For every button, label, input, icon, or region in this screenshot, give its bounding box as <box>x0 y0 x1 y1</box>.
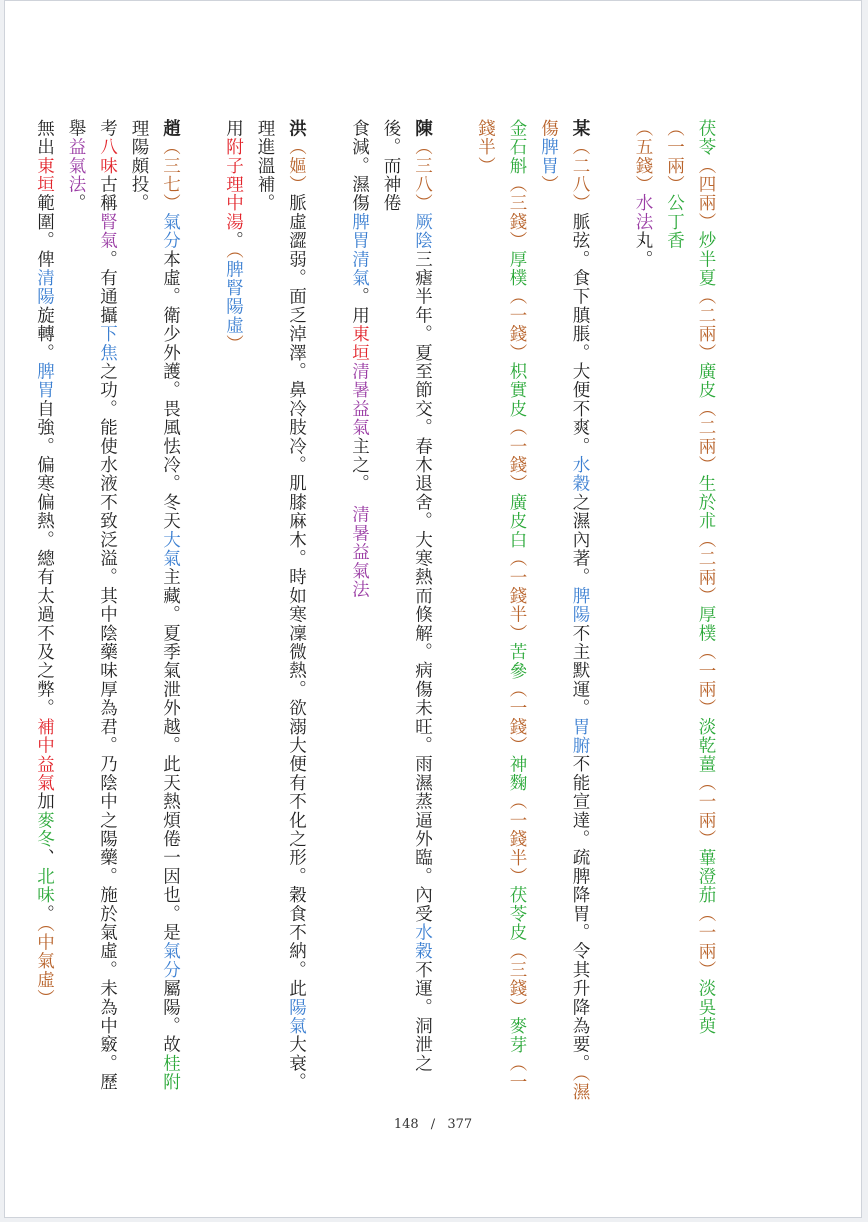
text-segment: 屬陽。故 <box>160 979 181 1055</box>
text-segment: 八味 <box>97 137 118 176</box>
text-column <box>343 119 375 1104</box>
text-segment: 下焦 <box>97 324 118 363</box>
text-column <box>658 119 721 1104</box>
text-segment: 脾陽 <box>570 586 590 624</box>
text-segment: 主藏。夏季氣泄外越。此天熱煩倦一因也。是 <box>160 567 181 942</box>
text-segment: 加 <box>34 792 55 811</box>
text-segment: 麥冬 <box>34 810 55 849</box>
text-segment: 胃腑 <box>570 717 590 755</box>
text-segment: （一兩） <box>696 773 716 849</box>
text-segment: 淡吳萸 <box>696 979 716 1036</box>
text-segment: 。 <box>66 193 86 213</box>
entry-lead-char: 陳 <box>412 119 433 138</box>
text-segment: 不運。洞泄之後。而神倦 <box>381 119 433 1073</box>
text-segment: 理陽頗投。 <box>129 119 149 213</box>
entry-lead-char: 趙 <box>160 119 181 138</box>
text-segment: 主之。 <box>349 436 370 494</box>
text-segment: （一兩） <box>696 904 716 980</box>
text-segment: 炒半夏 <box>696 231 716 288</box>
text-segment: 三瘧半年。夏至節交。春木退舍。大寒熱而倏解。病傷未旺。雨濕蒸逼外臨。內受 <box>412 249 433 924</box>
text-segment: （二兩） <box>696 287 716 363</box>
text-segment: 丸。 <box>633 231 653 269</box>
text-segment: 清氣 <box>349 249 370 288</box>
text-column <box>532 119 595 1104</box>
text-segment: 厚樸 <box>696 605 716 643</box>
text-column <box>469 119 532 1104</box>
text-segment: 苦參 <box>507 642 527 681</box>
text-segment: （一錢） <box>507 418 527 494</box>
text-segment: （五錢） <box>633 119 653 194</box>
text-segment: 厥陰 <box>412 212 433 250</box>
text-segment: 厚樸 <box>507 249 527 288</box>
text-segment: 腎氣 <box>97 212 118 250</box>
text-segment: 桂附 <box>160 1054 181 1092</box>
text-segment: 清陽 <box>34 268 55 307</box>
column-gap <box>0 119 28 1104</box>
text-segment: 麥芽 <box>507 1016 527 1055</box>
text-column <box>249 119 312 1104</box>
text-segment: 脈弦。食下䐜脹。大便不爽。 <box>570 212 590 456</box>
text-segment: 。 <box>223 231 244 250</box>
page-separator: / <box>430 1117 436 1132</box>
text-segment: 不主默運。 <box>570 623 590 718</box>
text-segment: 陽氣 <box>286 997 307 1036</box>
text-segment: （濕傷 <box>538 119 590 1102</box>
text-segment: 水穀 <box>412 923 433 961</box>
text-column <box>60 119 123 1104</box>
text-segment: 北味 <box>34 867 55 905</box>
text-segment: 脾腎陽虛 <box>223 259 244 335</box>
entry-lead-char: 洪 <box>286 119 307 138</box>
text-segment: 補中益氣 <box>34 717 55 793</box>
column-gap <box>312 119 344 1104</box>
text-column <box>375 119 438 1104</box>
text-segment: 淡乾薑 <box>696 717 716 774</box>
text-segment: 之功。能使水液不致泛溢。其中陰藥味厚為君。乃陰中之陽藥。施於氣虛。未為中竅。歷舉 <box>66 119 118 1092</box>
text-segment: 氣分 <box>160 941 181 980</box>
text-segment: 生於朮 <box>696 474 716 531</box>
page-number <box>5 1117 861 1132</box>
text-segment: 脈虛澀弱。面乏淖澤。鼻冷肢冷。肌膝麻木。時如寒凜微熱。欲溺大便有不化之形。穀食不納。此 <box>286 193 307 998</box>
text-segment: 蓽澄茄 <box>696 848 716 905</box>
text-segment: 大氣 <box>160 530 181 568</box>
text-segment: 脾胃 <box>538 137 559 176</box>
text-segment: 清暑益氣 <box>349 362 370 437</box>
text-segment: （一錢半） <box>507 792 527 886</box>
text-segment: （三錢） <box>507 941 527 1017</box>
text-segment: （二兩） <box>696 399 716 475</box>
column-gap <box>438 119 470 1104</box>
text-column <box>627 119 659 1104</box>
text-segment: 水法 <box>633 193 653 232</box>
current-page: 148 <box>393 1117 419 1132</box>
text-segment: 考 <box>97 119 118 138</box>
text-column <box>123 119 186 1104</box>
entry-lead-char: 某 <box>570 119 590 138</box>
text-segment: 附子理中湯 <box>223 137 244 232</box>
text-segment: （嫗） <box>286 137 307 194</box>
column-gap <box>595 119 627 1104</box>
text-segment: 清暑益氣法 <box>349 505 370 599</box>
text-segment: 無出 <box>34 119 55 157</box>
text-segment: （二兩） <box>696 530 716 606</box>
text-segment: 公丁香 <box>664 193 685 250</box>
text-segment: （三七） <box>160 137 181 213</box>
text-segment: （一錢） <box>507 680 527 755</box>
text-segment: 食減。濕傷 <box>349 119 370 213</box>
text-segment: （三八） <box>412 137 433 213</box>
text-segment: （一兩） <box>696 642 716 718</box>
text-segment: （一錢半） <box>507 549 527 643</box>
text-segment: 自強。偏寒偏熱。總有太過不及之弊。 <box>34 399 55 718</box>
total-pages: 377 <box>447 1117 473 1132</box>
text-column <box>28 119 60 1104</box>
text-segment: 本虛。衛少外護。畏風怯冷。冬天 <box>160 249 181 531</box>
text-segment: （一兩） <box>664 119 685 194</box>
text-segment: 古稱 <box>97 175 118 213</box>
text-segment: 神麴 <box>507 754 527 793</box>
text-segment: 水穀 <box>570 455 590 494</box>
text-segment: 、 <box>34 848 55 868</box>
text-segment: ） <box>538 175 559 194</box>
text-segment: 不能宣達。疏脾降胃。令其升降為要。 <box>570 754 590 1073</box>
text-segment: 氣分 <box>160 212 181 250</box>
text-segment: 益氣法 <box>66 137 86 194</box>
text-segment: （ <box>223 249 244 260</box>
text-segment: 茯苓 <box>696 119 716 157</box>
document-page <box>4 0 862 1218</box>
text-segment: 金石斛 <box>507 119 527 176</box>
text-segment: 東垣 <box>34 156 55 194</box>
text-segment: 用 <box>223 119 244 138</box>
text-segment: 範圍。俾 <box>34 193 55 269</box>
text-segment: （四兩） <box>696 156 716 232</box>
text-segment: 廣皮 <box>696 362 716 400</box>
text-segment: （三錢） <box>507 175 527 250</box>
text-column <box>217 119 249 1104</box>
text-segment: （中氣虛） <box>34 923 55 1008</box>
vertical-text-body <box>0 119 721 1104</box>
text-segment: 枳實皮 <box>507 362 527 419</box>
text-segment: （二八） <box>570 137 590 213</box>
text-segment: 脾胃 <box>34 362 55 400</box>
text-segment: 旋轉。 <box>34 306 55 363</box>
text-segment: 大衰。理進溫補。 <box>255 119 307 1092</box>
text-segment: 脾胃 <box>349 212 370 250</box>
column-gap <box>186 119 218 1104</box>
text-segment: 。用 <box>349 287 370 325</box>
text-segment: 東垣 <box>349 324 370 363</box>
text-segment: （一錢） <box>507 287 527 363</box>
text-segment: 。 <box>34 904 55 924</box>
text-segment: 。有通攝 <box>97 249 118 325</box>
text-segment: 茯苓皮 <box>507 885 527 942</box>
spacer <box>359 493 360 505</box>
text-segment: ） <box>223 334 244 354</box>
text-segment: 廣皮白 <box>507 493 527 550</box>
text-segment: （一錢半） <box>475 119 527 1092</box>
text-segment: 之濕內著。 <box>570 493 590 587</box>
